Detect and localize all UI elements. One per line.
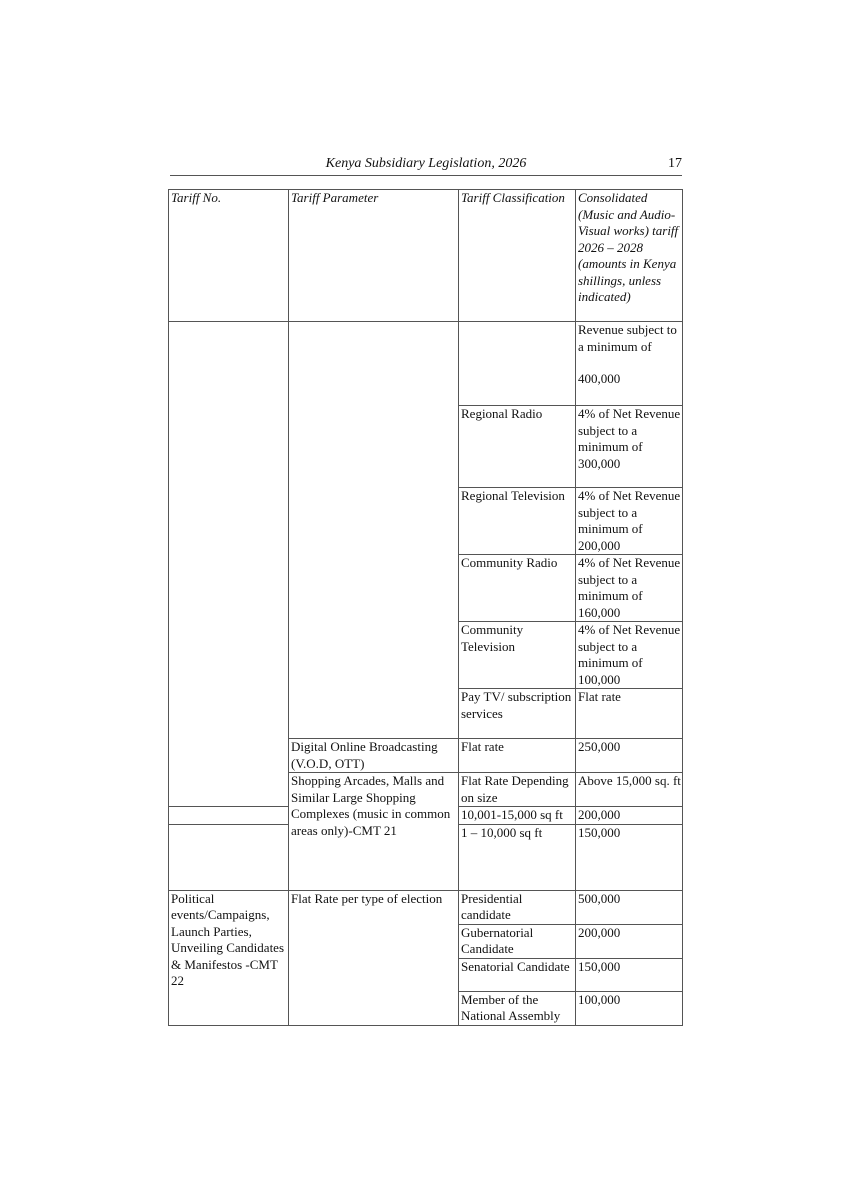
cell-parameter-empty: [169, 807, 289, 825]
cell-rate: 150,000: [576, 958, 683, 991]
header-tariff-no: Tariff No.: [169, 190, 289, 322]
cell-rate: 4% of Net Revenue subject to a minimum of 300,000: [576, 406, 683, 488]
cell-tariff-no-empty: [169, 322, 289, 807]
cell-classification-empty: [459, 322, 576, 406]
cell-tariff-no: Shopping Arcades, Malls and Similar Large Shopping Complexes (music in common areas only)-CMT 21: [289, 773, 459, 891]
cell-classification: 1 – 10,000 sq ft: [459, 824, 576, 890]
cell-classification: Presidential candidate: [459, 890, 576, 924]
cell-rate: 100,000: [576, 991, 683, 1025]
cell-parameter-empty: [169, 824, 289, 890]
cell-parameter: Pay TV/ subscription services: [459, 689, 576, 739]
cell-classification: Regional Radio: [459, 406, 576, 488]
page-number: 17: [668, 156, 682, 171]
tariff-table: [168, 189, 683, 1026]
cell-parameter: Flat Rate per type of election: [289, 890, 459, 1025]
cell-parameter: Flat Rate Depending on size: [459, 773, 576, 807]
cell-classification: Gubernatorial Candidate: [459, 924, 576, 958]
cell-rate: 150,000: [576, 824, 683, 890]
cell-classification: Member of the National Assembly: [459, 991, 576, 1025]
table-row: [169, 890, 683, 924]
cell-classification: 10,001-15,000 sq ft: [459, 807, 576, 825]
cell-classification: Regional Television: [459, 488, 576, 555]
running-title: Kenya Subsidiary Legislation, 2026: [325, 156, 527, 171]
cell-tariff-no: Political events/Campaigns, Launch Parties, Unveiling Candidates & Manifestos -CMT 22: [169, 890, 289, 1025]
cell-rate: 200,000: [576, 807, 683, 825]
header-tariff-parameter: Tariff Parameter: [289, 190, 459, 322]
table-header-row: [169, 190, 683, 322]
rate-continued-text: Revenue subject to a minimum of: [578, 322, 677, 354]
cell-parameter: Digital Online Broadcasting (V.O.D, OTT): [289, 739, 459, 773]
cell-parameter-empty: [289, 322, 459, 739]
header-tariff-classification: Tariff Classification: [459, 190, 576, 322]
cell-rate: 4% of Net Revenue subject to a minimum of 100,000: [576, 622, 683, 689]
rate-continued-amount: 400,000: [578, 371, 621, 386]
cell-rate: 200,000: [576, 924, 683, 958]
header-rule: [170, 175, 682, 176]
cell-classification: Above 15,000 sq. ft: [576, 773, 683, 807]
cell-classification: Flat rate: [576, 689, 683, 739]
cell-rate: 4% of Net Revenue subject to a minimum of 160,000: [576, 555, 683, 622]
cell-rate: [576, 322, 683, 406]
cell-rate: 4% of Net Revenue subject to a minimum of 200,000: [576, 488, 683, 555]
table-row: [169, 322, 683, 406]
cell-rate: 250,000: [576, 739, 683, 773]
cell-classification: Senatorial Candidate: [459, 958, 576, 991]
cell-classification: Community Radio: [459, 555, 576, 622]
cell-rate: 500,000: [576, 890, 683, 924]
cell-classification: Community Television: [459, 622, 576, 689]
header-consolidated-tariff: Consolidated (Music and Audio-Visual works) tariff 2026 – 2028 (amounts in Kenya shillings, unless indicated): [576, 190, 683, 322]
cell-classification: Flat rate: [459, 739, 576, 773]
